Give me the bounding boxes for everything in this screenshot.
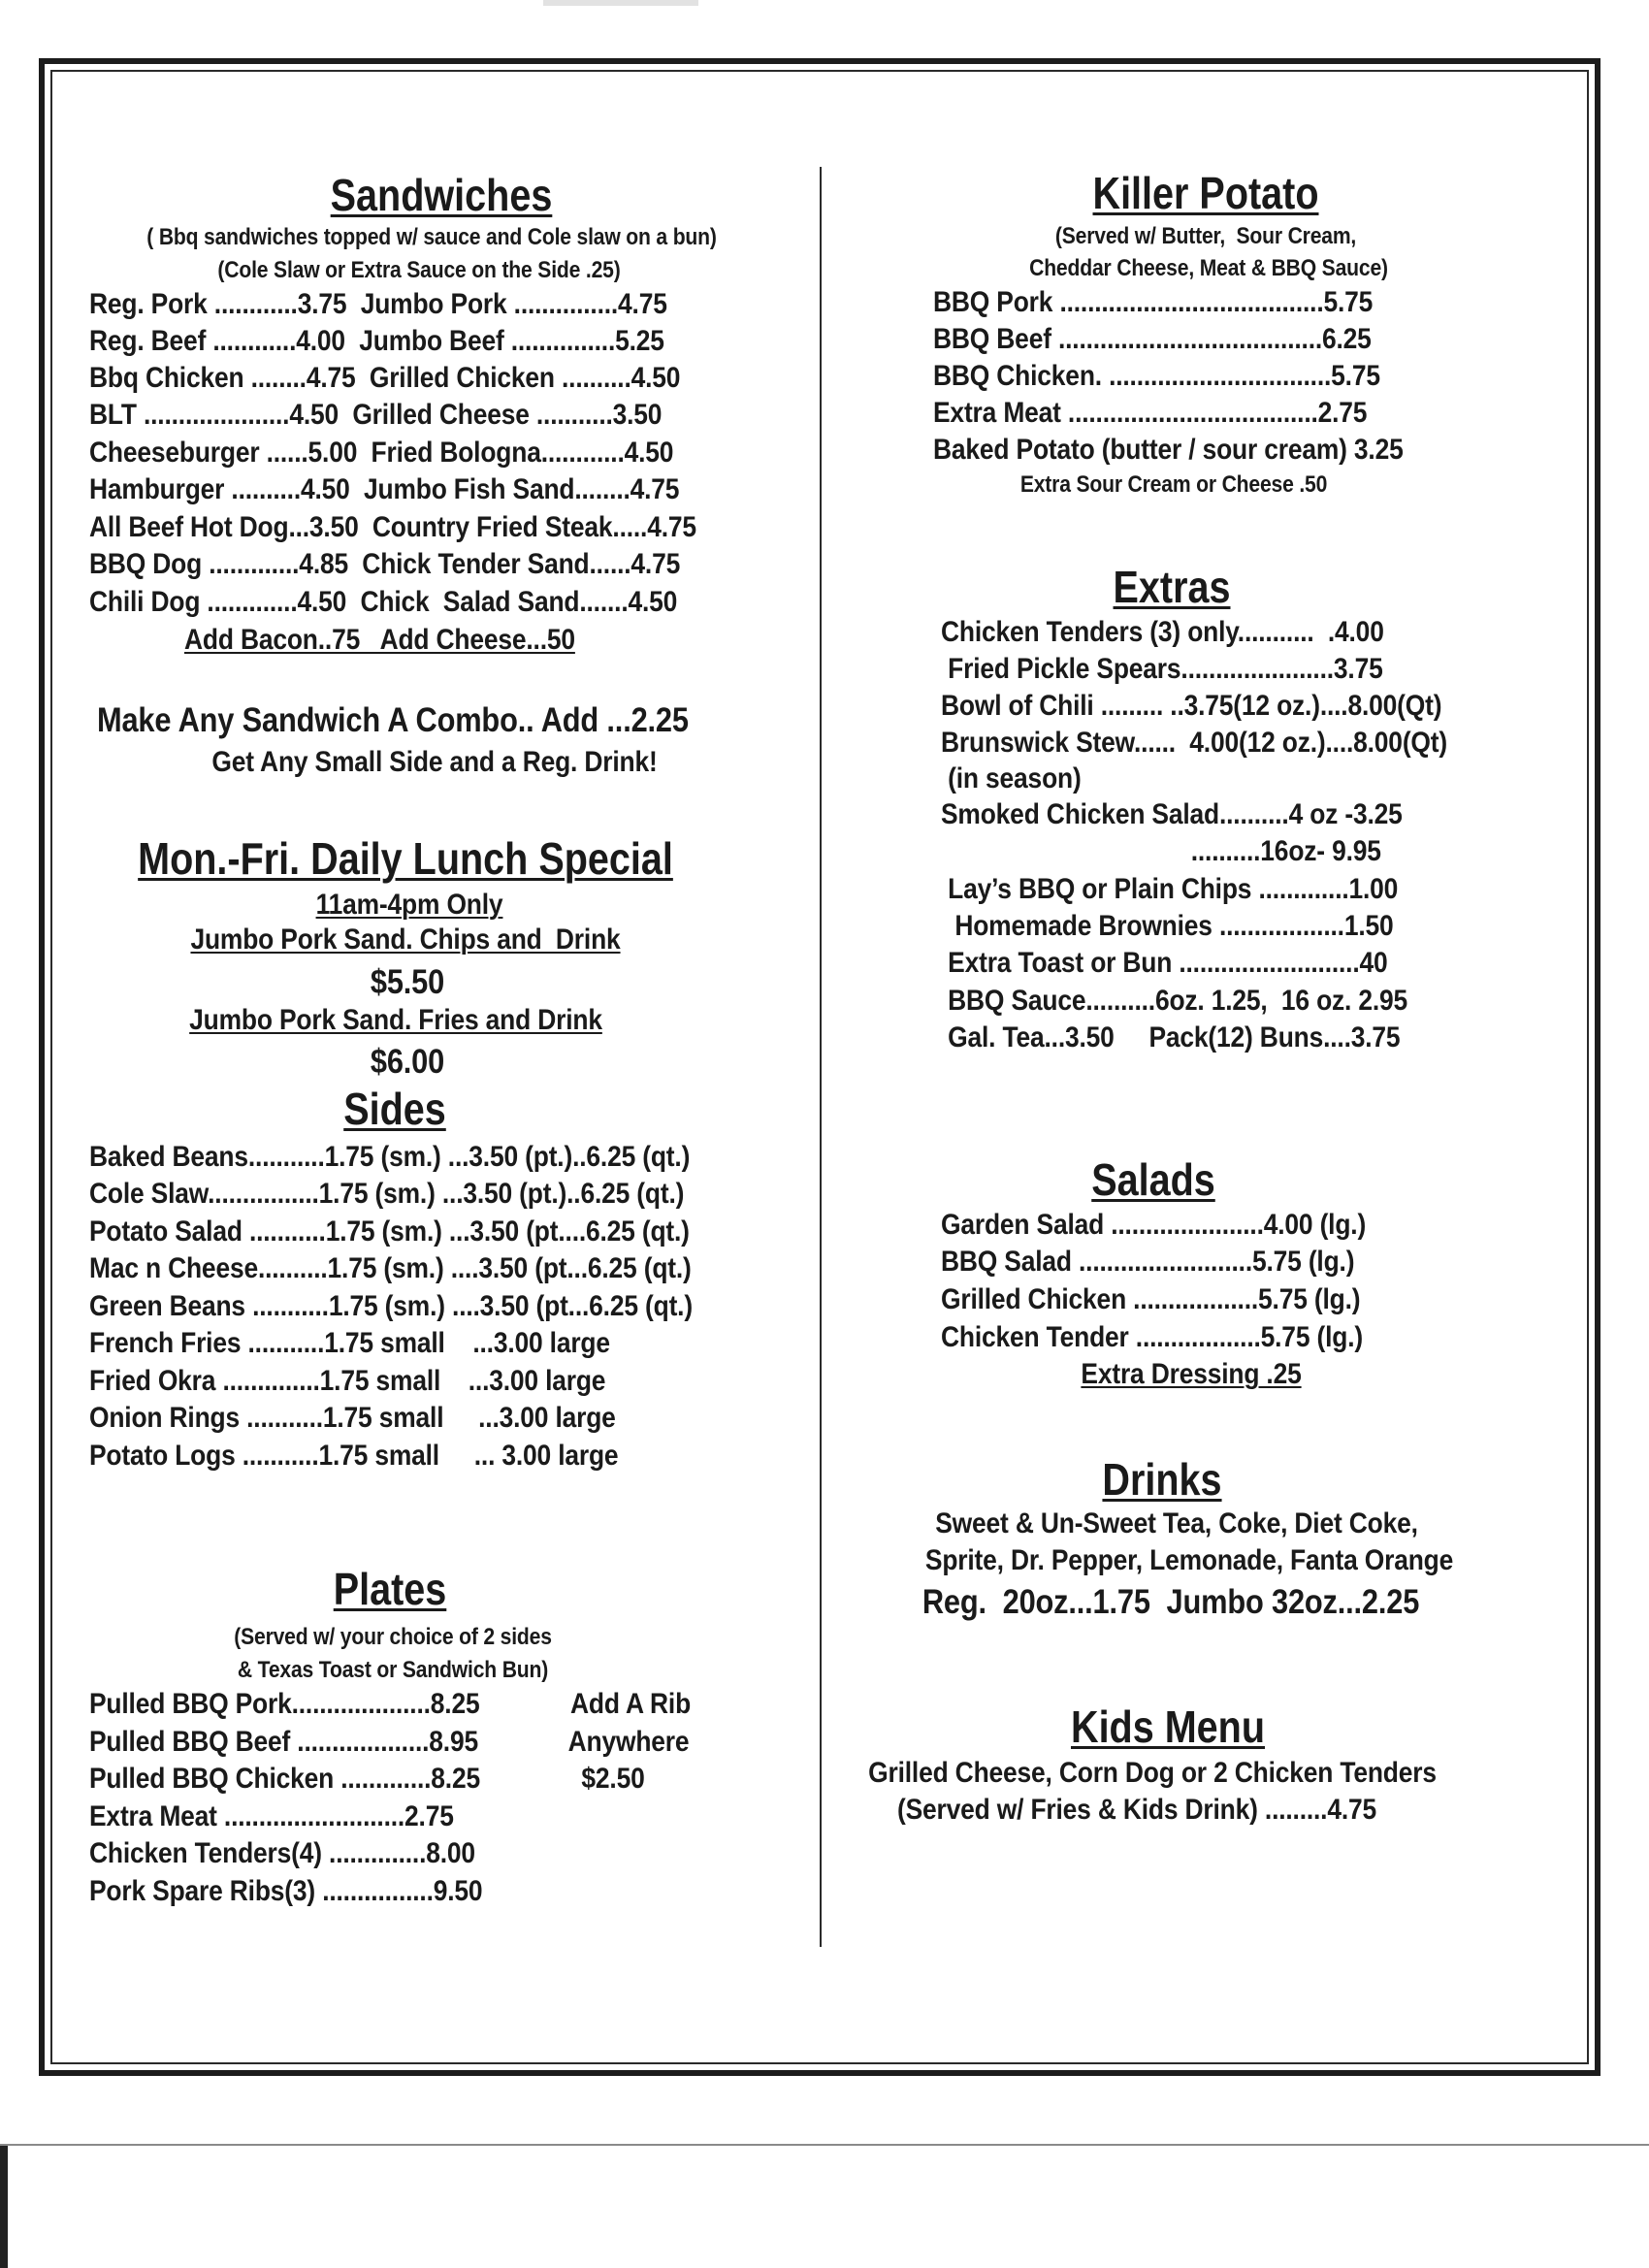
menu-row: Baked Beans...........1.75 (sm.) ...3.50 (pt.)..6.25 (qt.) <box>89 1141 691 1173</box>
menu-row: Chili Dog .............4.50 Chick Salad Sand.......4.50 <box>89 586 678 618</box>
menu-row: Fried Pickle Spears......................3.75 <box>941 653 1383 685</box>
extra-dressing: Extra Dressing .25 <box>1081 1358 1302 1390</box>
kids-menu-price: (Served w/ Fries & Kids Drink) .........4.75 <box>896 1794 1377 1826</box>
menu-row: Mac n Cheese..........1.75 (sm.) ....3.50 (pt...6.25 (qt.) <box>89 1252 692 1284</box>
rib-note: Add A Rib <box>569 1688 692 1720</box>
lunch-special-price: $6.00 <box>370 1043 445 1081</box>
menu-row: Chicken Tenders(4) ..............8.00 <box>89 1837 475 1869</box>
menu-row: Cheeseburger ......5.00 Fried Bologna............4.50 <box>89 437 674 469</box>
menu-row: Potato Salad ...........1.75 (sm.) ...3.50 (pt....6.25 (qt.) <box>89 1215 690 1247</box>
menu-row: Smoked Chicken Salad..........4 oz -3.25 <box>941 798 1403 830</box>
salads-title: Salads <box>1091 1154 1215 1205</box>
drinks-sizes: Reg. 20oz...1.75 Jumbo 32oz...2.25 <box>922 1583 1420 1621</box>
menu-row: Extra Meat ....................................2.75 <box>933 397 1368 429</box>
kids-menu-items: Grilled Cheese, Corn Dog or 2 Chicken Tenders <box>868 1757 1437 1789</box>
menu-row: Grilled Chicken ..................5.75 (lg.) <box>941 1283 1361 1315</box>
menu-row: Potato Logs ...........1.75 small ... 3.00 large <box>89 1440 619 1472</box>
lunch-special-hours: 11am-4pm Only <box>315 889 503 921</box>
scan-edge-mark <box>0 2146 8 2268</box>
rib-note-price: $2.50 <box>581 1763 645 1795</box>
drinks-list: Sprite, Dr. Pepper, Lemonade, Fanta Orange <box>924 1544 1454 1576</box>
menu-row: BBQ Beef ......................................6.25 <box>933 323 1372 355</box>
plates-note: (Served w/ your choice of 2 sides <box>234 1624 552 1650</box>
menu-row: Hamburger ..........4.50 Jumbo Fish Sand........4.75 <box>89 473 680 505</box>
killer-potato-extra-note: Extra Sour Cream or Cheese .50 <box>1019 471 1328 498</box>
menu-row: Lay’s BBQ or Plain Chips .............1.00 <box>941 873 1399 905</box>
drinks-title: Drinks <box>1102 1454 1222 1505</box>
menu-row: (in season) <box>941 762 1082 794</box>
combo-note: Get Any Small Side and a Reg. Drink! <box>211 746 658 778</box>
plates-note: & Texas Toast or Sandwich Bun) <box>237 1657 549 1683</box>
sandwiches-note: (Cole Slaw or Extra Sauce on the Side .25) <box>217 257 621 283</box>
menu-row: Pulled BBQ Beef ...................8.95 <box>89 1726 478 1758</box>
menu-row: Extra Toast or Bun ..........................40 <box>941 947 1388 979</box>
extras-title: Extras <box>1113 562 1231 612</box>
menu-row: Chicken Tender ..................5.75 (lg.) <box>941 1321 1363 1353</box>
drinks-list: Sweet & Un-Sweet Tea, Coke, Diet Coke, <box>935 1507 1418 1539</box>
menu-row: Cole Slaw................1.75 (sm.) ...3.50 (pt.)..6.25 (qt.) <box>89 1178 685 1210</box>
killer-potato-title: Killer Potato <box>1092 168 1319 218</box>
rib-note: Anywhere <box>567 1726 690 1758</box>
menu-row: Brunswick Stew...... 4.00(12 oz.)....8.00(Qt) <box>941 727 1448 759</box>
menu-row: French Fries ...........1.75 small ...3.00 large <box>89 1327 610 1359</box>
sides-title: Sides <box>343 1084 446 1134</box>
menu-row: BBQ Sauce..........6oz. 1.25, 16 oz. 2.95 <box>941 985 1408 1017</box>
menu-row: ..........16oz- 9.95 <box>941 835 1381 867</box>
menu-row: BLT .....................4.50 Grilled Cheese ...........3.50 <box>89 399 663 431</box>
sandwiches-title: Sandwiches <box>330 170 553 220</box>
menu-row: Green Beans ...........1.75 (sm.) ....3.50 (pt...6.25 (qt.) <box>89 1290 693 1322</box>
menu-row: Bowl of Chili ......... ..3.75(12 oz.)....8.00(Qt) <box>941 690 1442 722</box>
column-divider <box>820 167 822 1947</box>
lunch-special-price: $5.50 <box>370 963 445 1001</box>
menu-row: Pork Spare Ribs(3) ................9.50 <box>89 1875 483 1907</box>
scan-smudge <box>543 0 698 6</box>
menu-row: BBQ Pork ......................................5.75 <box>933 286 1374 318</box>
menu-row: BBQ Salad .........................5.75 (lg.) <box>941 1246 1355 1278</box>
menu-row: Pulled BBQ Chicken .............8.25 <box>89 1763 480 1795</box>
menu-row: Reg. Beef ............4.00 Jumbo Beef ...............5.25 <box>89 325 664 357</box>
menu-row: Gal. Tea...3.50 Pack(12) Buns....3.75 <box>941 1021 1401 1053</box>
menu-row: Garden Salad ......................4.00 (lg.) <box>941 1209 1367 1241</box>
killer-potato-note: (Served w/ Butter, Sour Cream, <box>1054 223 1357 249</box>
menu-row: Baked Potato (butter / sour cream) 3.25 <box>933 434 1404 466</box>
menu-row: BBQ Dog .............4.85 Chick Tender Sand......4.75 <box>89 548 681 580</box>
page-bottom-line <box>0 2144 1649 2146</box>
kids-menu-title: Kids Menu <box>1070 1701 1266 1752</box>
menu-row: Fried Okra ..............1.75 small ...3.00 large <box>89 1365 606 1397</box>
combo-offer: Make Any Sandwich A Combo.. Add ...2.25 <box>97 701 689 739</box>
menu-row: BBQ Chicken. ................................5.75 <box>933 360 1380 392</box>
menu-row: Chicken Tenders (3) only........... .4.00 <box>941 616 1384 648</box>
lunch-special-title: Mon.-Fri. Daily Lunch Special <box>138 833 673 884</box>
killer-potato-note: Cheddar Cheese, Meat & BBQ Sauce) <box>1029 255 1388 281</box>
plates-title: Plates <box>333 1564 447 1614</box>
sandwich-addons: Add Bacon..75 Add Cheese...50 <box>184 624 575 656</box>
menu-row: Bbq Chicken ........4.75 Grilled Chicken ..........4.50 <box>89 362 681 394</box>
menu-row: Homemade Brownies ..................1.50 <box>941 910 1394 942</box>
menu-row: Onion Rings ...........1.75 small ...3.00 large <box>89 1402 616 1434</box>
lunch-special-option: Jumbo Pork Sand. Fries and Drink <box>189 1004 602 1036</box>
menu-row: Extra Meat ..........................2.75 <box>89 1800 454 1832</box>
menu-row: Reg. Pork ............3.75 Jumbo Pork ...............4.75 <box>89 288 667 320</box>
menu-row: Pulled BBQ Pork....................8.25 <box>89 1688 480 1720</box>
menu-row: All Beef Hot Dog...3.50 Country Fried Steak.....4.75 <box>89 511 696 543</box>
lunch-special-option: Jumbo Pork Sand. Chips and Drink <box>190 923 621 956</box>
sandwiches-note: ( Bbq sandwiches topped w/ sauce and Cole slaw on a bun) <box>146 224 717 250</box>
